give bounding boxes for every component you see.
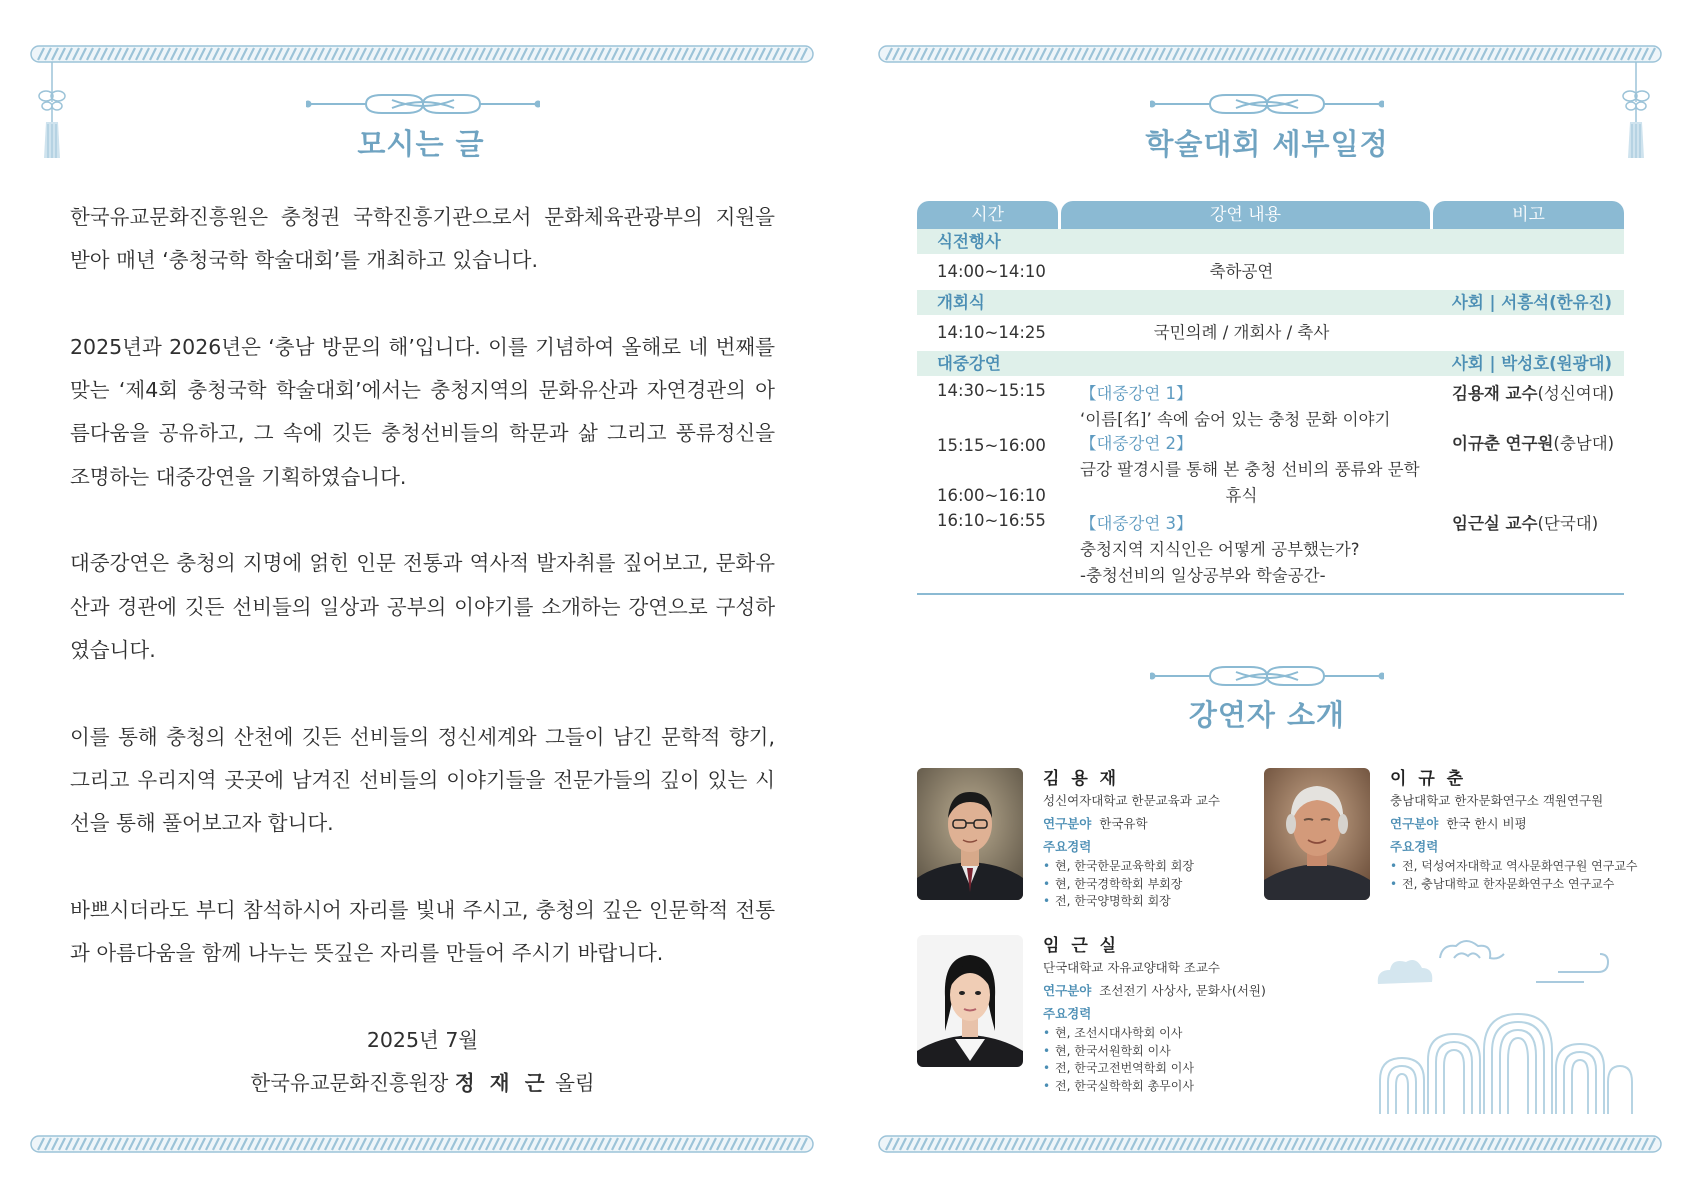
header-note: 비고 <box>1433 201 1624 229</box>
top-rope-border <box>30 45 814 63</box>
speaker-name: 이 규 춘 <box>1390 769 1467 789</box>
field-value: 조선전기 사상사, 문화사(서원) <box>1099 983 1266 998</box>
lecture-title: 충청지역 지식인은 어떻게 공부했는가? <box>1080 540 1360 559</box>
title-knot-ornament <box>306 92 540 120</box>
row-time: 14:10~14:25 <box>937 323 1046 342</box>
title-knot-ornament <box>1150 92 1384 120</box>
section-band-opening <box>917 229 1624 254</box>
lecture-title: ‘이름[名]’ 속에 숨어 있는 충청 문화 이야기 <box>1080 410 1391 429</box>
field-label: 연구분야 <box>1043 816 1092 831</box>
schedule-header <box>917 201 1624 229</box>
schedule-row <box>917 315 1624 351</box>
speakers-title: 강연자 소개 <box>1188 698 1346 732</box>
band-label: 식전행사 <box>937 232 1001 251</box>
letter-paragraph: 바쁘시더라도 부디 참석하시어 자리를 빛내 주시고, 충청의 깊은 인문학적 전통과 아름다움을 함께 나누는 뜻깊은 자리를 만들어 주시기 바랍니다. <box>70 897 775 966</box>
bottom-rope-border <box>878 1135 1662 1153</box>
schedule-row-break <box>917 481 1624 511</box>
row-time: 16:10~16:55 <box>937 511 1046 530</box>
field-value: 한국유학 <box>1099 816 1148 831</box>
band-host: 사회 | 서흥석(한유진) <box>1451 293 1612 312</box>
speaker-org: (성신여대) <box>1537 384 1615 403</box>
lecture-tag: 【대중강연 1】 <box>1080 384 1193 403</box>
career-list <box>1043 1025 1303 1095</box>
header-content: 강연 내용 <box>1061 201 1430 229</box>
career-label: 주요경력 <box>1043 1006 1092 1021</box>
row-content: 국민의례 / 개회사 / 축사 <box>1153 323 1330 342</box>
speaker-name: 이규춘 연구원 <box>1452 434 1554 453</box>
signature-title: 한국유교문화진흥원장 <box>250 1070 449 1095</box>
title-knot-ornament <box>1150 664 1384 692</box>
row-time: 16:00~16:10 <box>937 486 1046 505</box>
lecture-speaker <box>1452 431 1614 457</box>
letter-paragraph: 이를 통해 충청의 산천에 깃든 선비들의 정신세계와 그들이 남긴 문학적 향기, 그리고 우리지역 곳곳에 남겨진 선비들의 이야기들을 전문가들의 깊이 있는 시선을 통해 풀어보고자 합니다. <box>70 724 775 836</box>
field-label: 연구분야 <box>1043 983 1092 998</box>
speaker-affiliation: 성신여자대학교 한문교육과 교수 <box>1043 793 1220 808</box>
letter-title: 모시는 글 <box>357 127 485 161</box>
speaker-name: 김 용 재 <box>1043 769 1120 789</box>
career-item: • 전, 충남대학교 한자문화연구소 연구교수 <box>1390 876 1650 894</box>
letter-paragraph: 한국유교문화진흥원은 충청권 국학진흥기관으로서 문화체육관광부의 지원을 받아 매년 ‘충청국학 학술대회’를 개최하고 있습니다. <box>70 205 775 273</box>
speaker-info <box>1390 768 1650 893</box>
lecture-row <box>917 431 1624 481</box>
lecture-subtitle: -충청선비의 일상공부와 학술공간- <box>1080 566 1326 585</box>
career-label: 주요경력 <box>1043 839 1092 854</box>
career-item: • 전, 덕성여자대학교 역사문화연구원 연구교수 <box>1390 858 1650 876</box>
lecture-speaker <box>1452 381 1614 407</box>
letter-body <box>70 196 775 1105</box>
row-time: 15:15~16:00 <box>937 436 1046 455</box>
career-label: 주요경력 <box>1390 839 1439 854</box>
career-item: • 현, 한국한문교육학회 회장 <box>1043 858 1303 876</box>
row-time: 14:00~14:10 <box>937 262 1046 281</box>
career-item: • 현, 조선시대사학회 이사 <box>1043 1025 1303 1043</box>
speaker-affiliation: 충남대학교 한자문화연구소 객원연구원 <box>1390 793 1604 808</box>
lecture-tag: 【대중강연 3】 <box>1080 514 1193 533</box>
table-bottom-rule <box>917 593 1624 595</box>
row-content: 휴식 <box>1225 486 1258 505</box>
lecture-row <box>917 376 1624 431</box>
signature-suffix: 올림 <box>555 1070 595 1095</box>
row-content: 축하공연 <box>1209 262 1274 281</box>
letter-signature <box>70 1062 775 1105</box>
speaker-org: (충남대) <box>1553 434 1615 453</box>
field-label: 연구분야 <box>1390 816 1439 831</box>
field-value: 한국 한시 비평 <box>1446 816 1527 831</box>
schedule-row <box>917 254 1624 290</box>
letter-date: 2025년 7월 <box>366 1027 479 1052</box>
speaker-photo <box>917 935 1023 1067</box>
speaker-org: (단국대) <box>1537 514 1599 533</box>
letter-paragraph: 2025년과 2026년은 ‘충남 방문의 해’입니다. 이를 기념하여 올해로 네 번째를 맞는 ‘제4회 충청국학 학술대회’에서는 충청지역의 문화유산과 자연경관의 아름다움을 공유하고, 그 속에 깃든 충청선비들의 학문과 삶 그리고 풍류정신을 조명하는 대중강연을 기획하였습니다. <box>70 334 775 489</box>
speaker-name: 김용재 교수 <box>1452 384 1538 403</box>
lecture-row <box>917 511 1624 589</box>
speaker-info <box>1043 935 1303 1095</box>
bottom-rope-border <box>30 1135 814 1153</box>
schedule-table <box>917 201 1624 595</box>
section-band-ceremony <box>917 290 1624 315</box>
speaker-field <box>1043 979 1303 1003</box>
schedule-title: 학술대회 세부일정 <box>1145 127 1389 161</box>
speaker-affiliation: 단국대학교 자유교양대학 조교수 <box>1043 960 1220 975</box>
signature-name: 정 재 근 <box>454 1070 549 1095</box>
speaker-photo <box>1264 768 1370 900</box>
speaker-field <box>1390 812 1650 836</box>
speaker-name: 임 근 실 <box>1043 936 1120 956</box>
career-item: • 전, 한국실학학회 총무이사 <box>1043 1078 1303 1096</box>
cloud-decoration <box>1358 930 1638 1124</box>
lecture-tag: 【대중강연 2】 <box>1080 434 1193 453</box>
speaker-name: 임근실 교수 <box>1452 514 1538 533</box>
career-item: • 현, 한국서원학회 이사 <box>1043 1043 1303 1061</box>
header-time: 시간 <box>917 201 1058 229</box>
career-item: • 전, 한국양명학회 회장 <box>1043 893 1303 911</box>
career-item: • 현, 한국경학학회 부회장 <box>1043 876 1303 894</box>
band-label: 대중강연 <box>937 354 1001 373</box>
band-label: 개회식 <box>937 293 985 312</box>
band-host: 사회 | 박성호(원광대) <box>1451 354 1612 373</box>
career-item: • 전, 한국고전번역학회 이사 <box>1043 1060 1303 1078</box>
top-rope-border <box>878 45 1662 63</box>
lecture-title: 금강 팔경시를 통해 본 충청 선비의 풍류와 문학 <box>1080 460 1420 479</box>
lecture-speaker <box>1452 511 1598 537</box>
row-time: 14:30~15:15 <box>937 381 1046 400</box>
speaker-photo <box>917 768 1023 900</box>
career-list <box>1390 858 1650 893</box>
letter-paragraph: 대중강연은 충청의 지명에 얽힌 인문 전통과 역사적 발자취를 짚어보고, 문화유산과 경관에 깃든 선비들의 일상과 공부의 이야기를 소개하는 강연으로 구성하였습니다. <box>70 551 775 662</box>
section-band-lectures <box>917 351 1624 376</box>
